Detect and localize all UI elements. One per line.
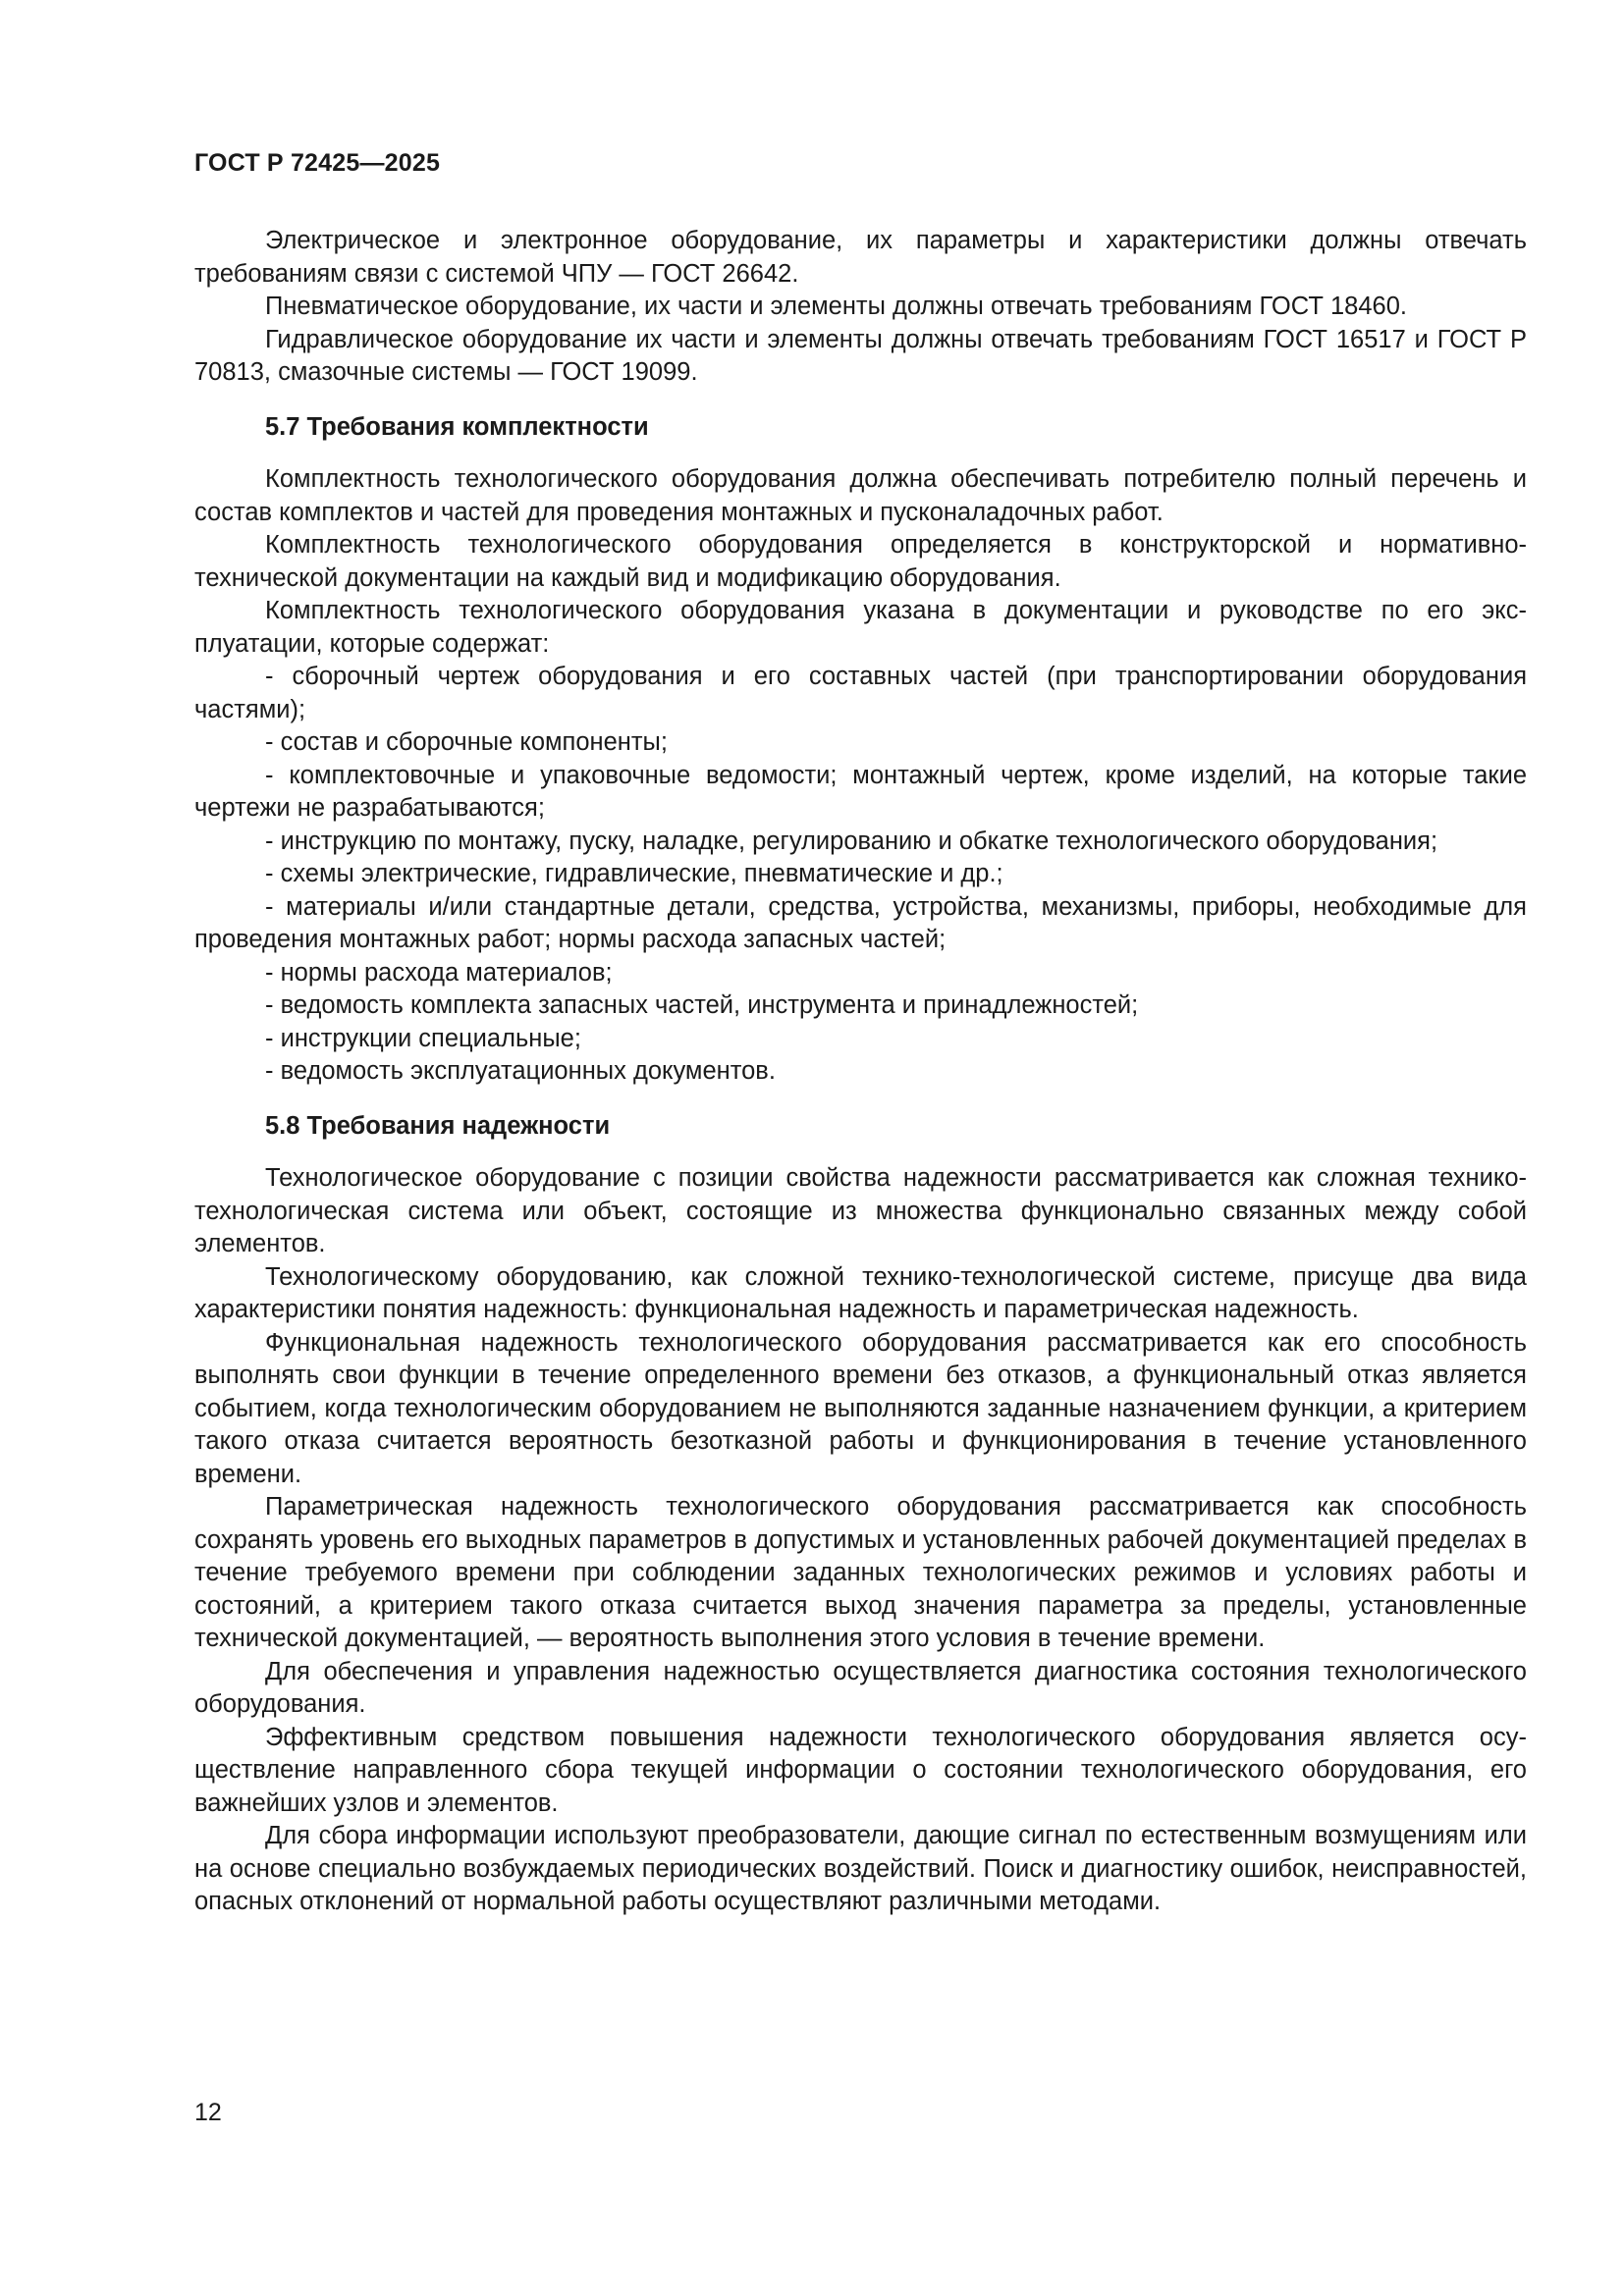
paragraph: Функциональная надежность технологического оборудования рассматривается как его способность выполнять свои функции в течение определенного времени без отказов, а функциональный отказ является событием, когда технологическим оборудованием не выполняются заданные назначением функции, а критерием такого отказа считается вероятность безотказной работы и функционирования в течение установленного времени. xyxy=(194,1328,1527,1488)
paragraph: Комплектность технологического оборудования должна обеспечивать потребителю полный перечень и состав комплектов и частей для проведения монтажных и пусконаладочных работ. xyxy=(194,465,1527,526)
list-item: - инструкцию по монтажу, пуску, наладке, регулированию и обкатке технологического оборудования; xyxy=(265,827,1438,855)
list-item: - нормы расхода материалов; xyxy=(265,958,613,987)
paragraph: Для сбора информации используют преобразователи, дающие сигнал по естественным возмущениям или на основе специально возбуждаемых периодических воздействий. Поиск и диагностику ошибок, неисправностей, опасных отклонений от нормальной работы осуществляют различными методами. xyxy=(194,1822,1527,1915)
paragraph: Эффективным средством повышения надежности технологического оборудования является осуществление направленного сбора текущей информации о состоянии технологического оборудования, его важнейших узлов и элементов. xyxy=(194,1723,1527,1817)
page-number: 12 xyxy=(194,2099,222,2126)
paragraph: Технологическому оборудованию, как сложной технико-технологической системе, присуще два вида характеристики понятия надежность: функциональная надежность и параметрическая надежность. xyxy=(194,1262,1527,1323)
section-heading-5-8: 5.8 Требования надежности xyxy=(265,1111,611,1140)
paragraph: Для обеспечения и управления надежностью осуществляется диагностика состояния технологического оборудования. xyxy=(194,1657,1527,1718)
page-body xyxy=(194,225,1527,1919)
list-item: - комплектовочные и упаковочные ведомости; монтажный чертеж, кроме изделий, на которые такие чертежи не разрабатываются; xyxy=(194,761,1527,822)
paragraph: Комплектность технологического оборудования указана в документации и руководстве по его эксплуатации, которые содержат: xyxy=(194,597,1527,658)
paragraph: Комплектность технологического оборудования определяется в конструкторской и нормативно-технической документации на каждый вид и модификацию оборудования. xyxy=(194,531,1527,592)
section-heading-5-7: 5.7 Требования комплектности xyxy=(265,412,649,441)
paragraph: Гидравлическое оборудование их части и элементы должны отвечать требованиям ГОСТ 16517 и ГОСТ Р 70813, смазочные системы — ГОСТ 19099. xyxy=(194,325,1527,386)
document-header: ГОСТ Р 72425—2025 xyxy=(194,149,441,177)
list-item: - состав и сборочные компоненты; xyxy=(265,728,668,756)
list-item: - ведомость эксплуатационных документов. xyxy=(265,1057,776,1085)
list-item: - ведомость комплекта запасных частей, инструмента и принадлежностей; xyxy=(265,991,1139,1019)
list-item: - схемы электрические, гидравлические, пневматические и др.; xyxy=(265,860,1003,887)
paragraph: Параметрическая надежность технологического оборудования рассматривается как способность сохранять уровень его выходных параметров в допустимых и установленных рабочей документацией пределах в течение требуемого времени при соблюдении заданных технологических режимов и условиях работы и состояний, а критерием такого отказа считается выход значения параметра за пределы, установленные технической документацией, — вероятность выполнения этого условия в течение времени. xyxy=(194,1493,1527,1652)
completeness-list xyxy=(194,661,1527,1089)
list-item: - сборочный чертеж оборудования и его составных частей (при транспортировании оборудования частями); xyxy=(194,663,1527,723)
list-item: - инструкции специальные; xyxy=(265,1024,581,1052)
paragraph: Технологическое оборудование с позиции свойства надежности рассматривается как сложная технико-технологическая система или объект, состоящие из множества функционально связанных между собой элементов. xyxy=(194,1164,1527,1257)
paragraph: Пневматическое оборудование, их части и элементы должны отвечать требованиям ГОСТ 18460. xyxy=(265,293,1407,320)
paragraph: Электрическое и электронное оборудование, их параметры и характеристики должны отвечать требованиям связи с системой ЧПУ — ГОСТ 26642. xyxy=(194,227,1527,288)
list-item: - материалы и/или стандартные детали, средства, устройства, механизмы, приборы, необходимые для проведения монтажных работ; нормы расхода запасных частей; xyxy=(194,892,1527,953)
